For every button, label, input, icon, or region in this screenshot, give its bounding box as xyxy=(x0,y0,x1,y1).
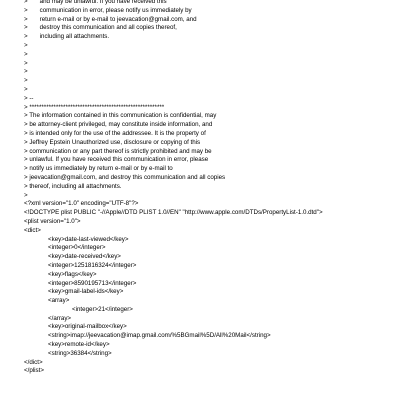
quoted-line: > xyxy=(24,77,28,85)
document-page xyxy=(24,0,394,376)
quoted-line: > and may be unlawful. If you have received this xyxy=(24,0,167,5)
plist-header-line: <plist version="1.0"> xyxy=(24,217,81,225)
quoted-line: > xyxy=(24,41,28,49)
quoted-line: > communication in error, please notify us immediately by xyxy=(24,6,192,14)
plist-footer-line: </plist> xyxy=(24,367,44,375)
quoted-line: > xyxy=(24,68,28,76)
quoted-email-block xyxy=(24,0,394,200)
quoted-line: > destroy this communication and all copies thereof, xyxy=(24,24,177,32)
quoted-line: > notify us immediately by return e-mail or by e-mail to xyxy=(24,165,173,173)
plist-body-line: <array> xyxy=(48,297,70,305)
plist-body-line: <key>remote-id</key> xyxy=(48,341,110,349)
plist-body-line: <key>date-last-viewed</key> xyxy=(48,235,129,243)
plist-header-line: <dict> xyxy=(24,226,41,234)
quoted-line: > including all attachments. xyxy=(24,33,110,41)
quoted-line: > xyxy=(24,50,28,58)
quoted-line: > xyxy=(24,85,28,93)
plist-body-line: <string>imap://jeevacation@imap.gmail.com/%5BGmail%5D/All%20Mail</string> xyxy=(48,332,271,340)
plist-footer-line: </dict> xyxy=(24,358,43,366)
quoted-line: > thereof, including all attachments. xyxy=(24,182,122,190)
quoted-line: > be attorney-client privileged, may constitute inside information, and xyxy=(24,121,213,129)
quoted-line: > communication or any part thereof is strictly prohibited and may be xyxy=(24,147,212,155)
quoted-line: > xyxy=(24,191,28,199)
plist-array-item: <integer>21</integer> xyxy=(72,305,133,313)
plist-body-line: <integer>8590195713</integer> xyxy=(48,279,137,287)
quoted-line: > return e-mail or by e-mail to jeevacation@gmail.com, and xyxy=(24,15,197,23)
plist-header-line: <!DOCTYPE plist PUBLIC "-//Apple//DTD PLIST 1.0//EN" "http://www.apple.com/DTDs/PropertyList-1.0.dtd"> xyxy=(24,209,323,217)
plist-body-line: </array> xyxy=(48,314,72,322)
plist-header-line: <?xml version="1.0" encoding="UTF-8"?> xyxy=(24,200,139,208)
quoted-line: > unlawful. If you have received this communication in error, please xyxy=(24,156,209,164)
plist-body-line: <key>gmail-label-ids</key> xyxy=(48,288,124,296)
quoted-line: > is intended only for the use of the addressee. It is the property of xyxy=(24,129,206,137)
plist-body-line: <integer>0</integer> xyxy=(48,244,106,252)
plist-body-line: <integer>1251816324</integer> xyxy=(48,261,137,269)
plist-body-line: <string>36384</string> xyxy=(48,349,112,357)
plist-body-line: <key>original-mailbox</key> xyxy=(48,323,127,331)
quoted-line: > The information contained in this communication is confidential, may xyxy=(24,112,217,120)
plist-body-line: <key>flags</key> xyxy=(48,270,97,278)
quoted-line: > xyxy=(24,59,28,67)
plist-body-line: <key>date-received</key> xyxy=(48,253,121,261)
quoted-line: > Jeffrey Epstein Unauthorized use, disclosure or copying of this xyxy=(24,138,201,146)
quoted-line: > ******************************************************** xyxy=(24,103,165,111)
quoted-line: > jeevacation@gmail.com, and destroy this communication and all copies xyxy=(24,173,226,181)
plist-block xyxy=(24,200,394,376)
quoted-line: > -- xyxy=(24,94,34,102)
